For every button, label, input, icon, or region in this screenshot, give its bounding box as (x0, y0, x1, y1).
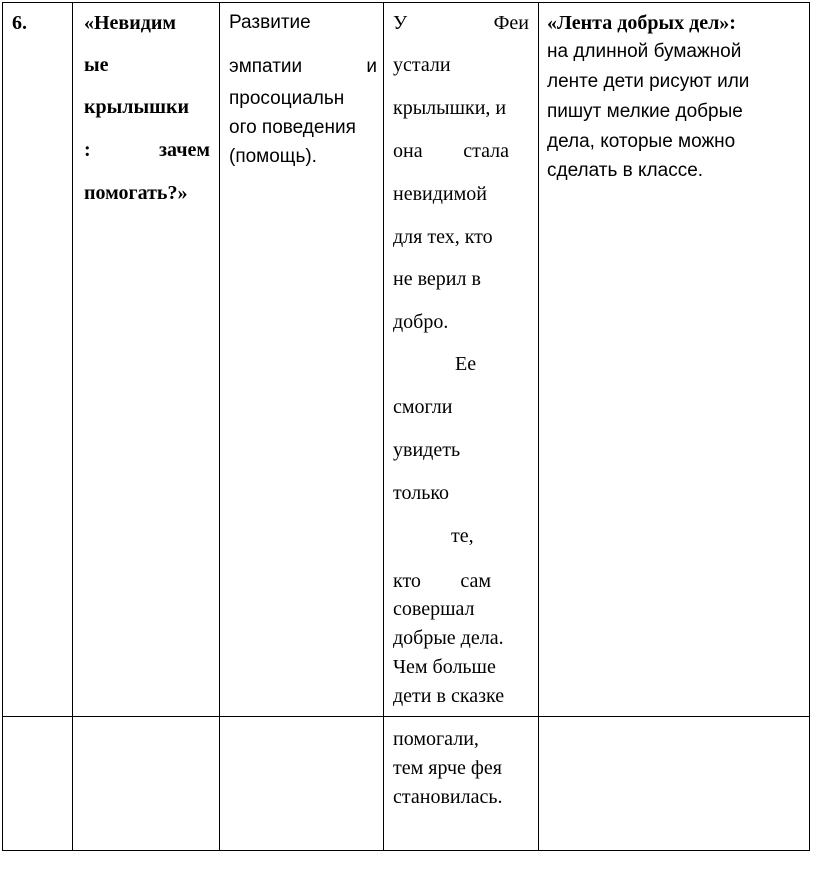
story-line: невидимой (393, 183, 487, 205)
column-divider-1 (72, 2, 73, 851)
goal-line: эмпатии (229, 56, 303, 77)
story-line: она (393, 140, 423, 162)
activity-line: пишут мелкие добрые (547, 101, 743, 122)
story-line: кто (393, 570, 421, 592)
goal-line: Развитие (229, 12, 311, 33)
story-line: стала (463, 140, 509, 162)
lesson-title-line: «Невидим (84, 12, 177, 34)
story-line: Чем больше (393, 656, 496, 678)
column-divider-2 (219, 2, 220, 851)
story-line: не верил в (393, 268, 481, 290)
story-line: те, (451, 525, 474, 547)
story-line: только (393, 482, 450, 504)
column-divider-3 (383, 2, 384, 851)
story-line: увидеть (393, 439, 461, 461)
story-line: устали (393, 54, 451, 76)
lesson-title-line: : (84, 139, 91, 161)
lesson-title-line: ые (84, 54, 109, 76)
activity-line: на длинной бумажной (547, 41, 742, 62)
activity-line: ленте дети рисуют или (547, 71, 750, 92)
activity-line: дела, которые можно (547, 131, 736, 152)
goal-line: и (366, 56, 377, 77)
lesson-title-line: крылышки (84, 96, 190, 118)
goal-line: просоциальн (229, 88, 345, 109)
table-left-border (2, 2, 3, 851)
story-line: дети в сказке (393, 685, 505, 707)
activity-description (547, 0, 803, 200)
story-line: смогли (393, 396, 453, 418)
lesson-goal (229, 0, 379, 200)
story-line: тем ярче фея (393, 757, 502, 779)
goal-line: (помощь). (229, 146, 317, 167)
story-line: Ее (455, 353, 477, 375)
activity-line: сделать в классе. (547, 160, 704, 181)
story-line: крылышки, и (393, 97, 507, 119)
fairy-tale-continuation (393, 716, 531, 850)
lesson-title-line: зачем (158, 139, 210, 161)
story-line: У (393, 12, 408, 34)
story-line: Феи (493, 12, 529, 34)
row-number-text: 6. (12, 12, 27, 34)
activity-title: «Лента добрых дел»: (547, 12, 736, 34)
story-line: добрые дела. (393, 627, 504, 649)
lesson-title (84, 0, 212, 220)
story-line: сам (460, 570, 491, 592)
lesson-title-line: помогать?» (84, 182, 188, 204)
story-line: добро. (393, 311, 449, 333)
column-divider-4 (538, 2, 539, 851)
fairy-tale-text (393, 0, 531, 716)
table-right-border (809, 2, 810, 851)
story-line: для тех, кто (393, 226, 493, 248)
story-line: совершал (393, 598, 475, 620)
row-number (12, 12, 27, 35)
story-line: помогали, (393, 728, 479, 750)
table-bottom-border (2, 850, 810, 851)
story-line: становилась. (393, 786, 503, 808)
goal-line: ого поведения (229, 117, 356, 138)
